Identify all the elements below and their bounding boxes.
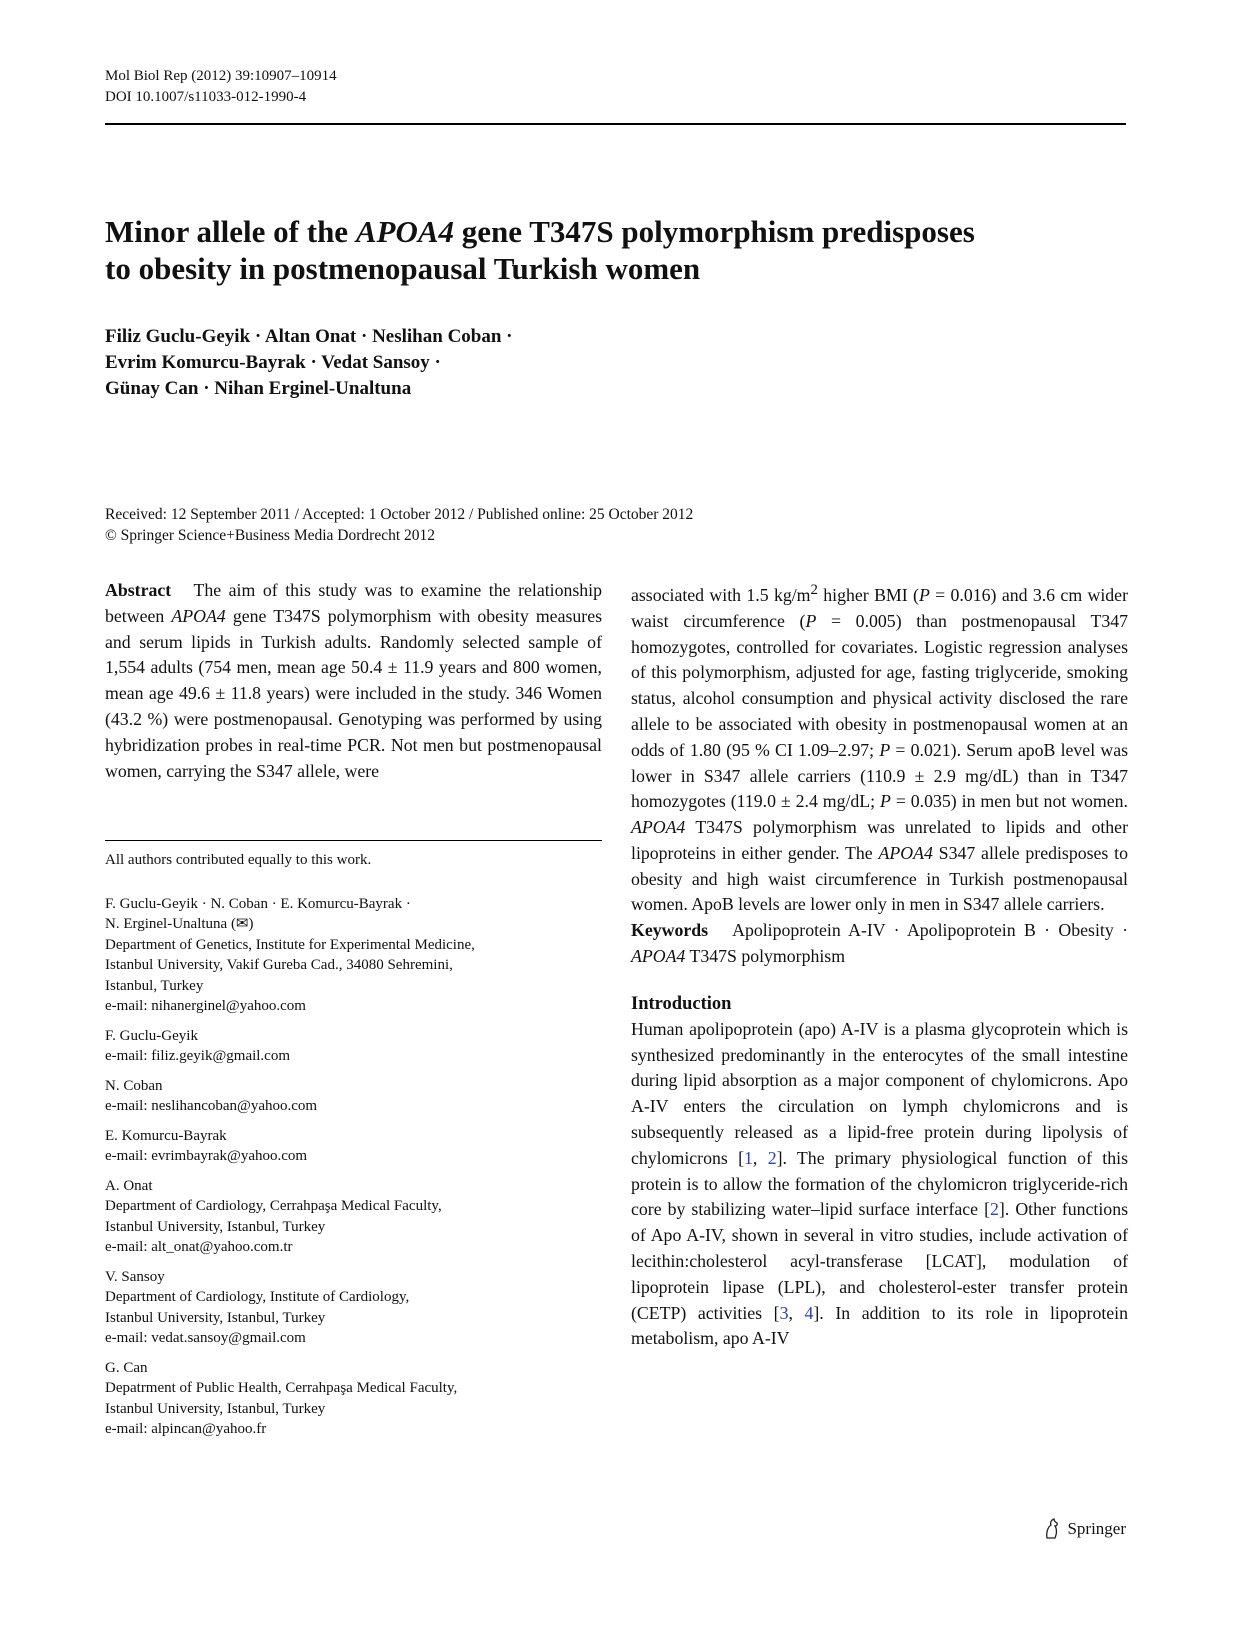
affiliation-email[interactable]: e-mail: alt_onat@yahoo.com.tr [105,1239,293,1255]
affiliation-line: Istanbul University, Vakif Gureba Cad., 34080 Sehremini, [105,957,453,973]
citation-link-3[interactable]: 3 [779,1302,789,1323]
abstract-paragraph-end: associated with 1.5 $kg/m^2$ higher BMI (P = 0.016) and 3.6 cm wider waist circumference (P = 0.005) than postmenopausal T347 homozygotes, controlled for covariates. Logistic regression analyses of this polymorphism, adjusted for age, fasting triglyceride, smoking status, alcohol consumption and physical activity disclosed the rare allele to be associated with obesity in postmenopausal women at an odds of 1.80 (95 % CI 1.09–2.97; P = 0.021). Serum apoB level was lower in S347 allele carriers (110.9 ± 2.9 mg/dL) than in T347 homozygotes (119.0 ± 2.4 mg/dL; P = 0.035) in men but not women. APOA4 T347S polymorphism was unrelated to lipids and other lipoproteins in either gender. The APOA4 S347 allele predisposes to obesity and high waist circumference in Turkish postmenopausal women. ApoB levels are lower only in men in S347 allele carriers. [631,582,1129,915]
header-rule [105,123,1126,125]
citation-link-2b[interactable]: 2 [990,1199,999,1220]
footnote-rule [105,840,602,841]
affiliation-line: Department of Genetics, Institute for Experimental Medicine, [105,936,475,953]
keywords-label: Keywords [631,920,709,941]
affiliation-line: F. Guclu-Geyik [105,1027,198,1044]
springer-horse-icon [1043,1518,1061,1540]
footnotes [105,850,602,1449]
title-gene: APOA4 [355,214,455,249]
affiliation-line: Istanbul University, Istanbul, Turkey [105,1309,326,1326]
affiliation-block [105,1358,602,1440]
journal-citation: Mol Biol Rep (2012) 39:10907–10914 [105,68,337,84]
affiliation-line: Istanbul, Turkey [105,977,204,994]
citation-link-1[interactable]: 1 [744,1147,753,1168]
affiliation-email[interactable]: e-mail: evrimbayrak@yahoo.com [105,1148,308,1164]
affiliation-email[interactable]: e-mail: alpincan@yahoo.fr [105,1421,267,1437]
affiliation-line: Depatrment of Public Health, Cerrahpaşa Medical Faculty, [105,1380,458,1396]
publisher-logo [1043,1518,1126,1540]
affiliation-list [105,894,602,1440]
affiliation-line: N. Erginel-Unaltuna (✉) [105,916,254,932]
affiliation-email[interactable]: e-mail: nihanerginel@yahoo.com [105,998,306,1014]
abstract-label: Abstract [105,580,172,600]
affiliation-line: Istanbul University, Istanbul, Turkey [105,1218,326,1235]
copyright: © Springer Science+Business Media Dordrecht 2012 [105,527,436,544]
left-column [105,578,602,784]
affiliation-line: G. Can [105,1359,148,1376]
citation-link-4[interactable]: 4 [804,1302,814,1323]
affiliation-line: F. Guclu-Geyik · N. Coban · E. Komurcu-Bayrak · [105,895,411,912]
affiliation-email[interactable]: e-mail: neslihancoban@yahoo.com [105,1098,318,1114]
affiliation-block [105,1026,602,1067]
affiliation-email[interactable]: e-mail: filiz.geyik@gmail.com [105,1048,291,1064]
affiliation-line: Department of Cardiology, Cerrahpaşa Medical Faculty, [105,1198,442,1214]
affiliation-block [105,1126,602,1167]
article-title: Minor allele of the APOA4 gene T347S polymorphism predisposes to obesity in postmenopausal Turkish women [105,214,975,286]
affiliation-block [105,1267,602,1349]
keywords: Keywords Apolipoprotein A-IV · Apolipoprotein B · Obesity · APOA4 T347S polymorphism [631,920,1128,967]
affiliation-block [105,1176,602,1258]
author-list: Filiz Guclu-Geyik · Altan Onat · Neslihan Coban · Evrim Komurcu-Bayrak · Vedat Sansoy · Günay Can · Nihan Erginel-Unaltuna [105,326,513,399]
journal-header [105,66,337,108]
publication-dates: Received: 12 September 2011 / Accepted: 1 October 2012 / Published online: 25 October 2012 © Springer Science+Business Media Dordrecht 2012 [105,506,694,544]
affiliation-block [105,1076,602,1117]
right-column [631,578,1128,1352]
citation-link-2[interactable]: 2 [767,1147,777,1168]
abstract-paragraph-start: Abstract The aim of this study was to examine the relationship between APOA4 gene T347S polymorphism with obesity measures and serum lipids in Turkish adults. Randomly selected sample of 1,554 adults (754 men, mean age 50.4 ± 11.9 years and 800 women, mean age 49.6 ± 11.8 years) were included in the study. 346 Women (43.2 %) were postmenopausal. Genotyping was performed by using hybridization probes in real-time PCR. Not men but postmenopausal women, carrying the S347 allele, were [105,580,603,781]
affiliation-line: N. Coban [105,1077,163,1094]
doi: DOI 10.1007/s11033-012-1990-4 [105,89,307,105]
affiliation-line: Istanbul University, Istanbul, Turkey [105,1400,326,1417]
contribution-note: All authors contributed equally to this work. [105,852,372,868]
affiliation-line: E. Komurcu-Bayrak [105,1127,227,1144]
introduction-heading: Introduction [631,993,732,1014]
publisher-name: Springer [1067,1519,1126,1538]
affiliation-line: A. Onat [105,1177,153,1194]
introduction-paragraph: Human apolipoprotein (apo) A-IV is a plasma glycoprotein which is synthesized predominantly in the enterocytes of the small intestine during lipid absorption as a major component of chylomicrons. Apo A-IV enters the circulation on lymph chylomicrons and is subsequently released as a lipid-free protein during lipolysis of chylomicrons [1, 2]. The primary physiological function of this protein is to allow the formation of the chylomicron triglyceride-rich core by stabilizing water–lipid surface interface [2]. Other functions of Apo A-IV, shown in several in vitro studies, include activation of lecithin:cholesterol acyl-transferase [LCAT], modulation of lipoprotein lipase (LPL), and cholesterol-ester transfer protein (CETP) activities [3, 4]. In addition to its role in lipoprotein metabolism, apo A-IV [631,1018,1129,1349]
affiliation-line: V. Sansoy [105,1268,165,1285]
affiliation-email[interactable]: e-mail: vedat.sansoy@gmail.com [105,1330,306,1346]
affiliation-line: Department of Cardiology, Institute of Cardiology, [105,1289,410,1305]
affiliation-block [105,894,602,1017]
